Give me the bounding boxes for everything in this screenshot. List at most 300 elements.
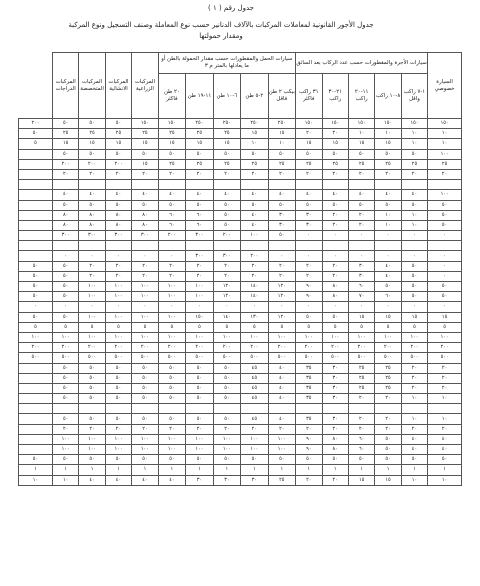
table-cell [79,180,105,190]
table-cell: ٥٠ [105,149,131,159]
table-cell: ٤٠ [375,271,401,281]
table-cell: ٦٠ [158,220,186,230]
header-private-car: السيارة خصوصي [428,53,462,119]
table-cell: ٥٠٠ [348,353,374,363]
table-cell: ١ [186,465,213,475]
table-cell: ٠ [296,251,322,261]
header-cargo-col: ٢-٥ طن [241,74,268,119]
table-cell: ٤٠ [268,373,295,383]
table-cell [52,404,78,414]
table-row [19,139,462,149]
table-cell: ٥٠ [132,414,158,424]
table-cell: ٥٠٠ [296,353,322,363]
table-cell: ٥٠ [186,414,213,424]
table-cell: ٥٠ [401,282,427,292]
table-cell: ٤٠ [79,190,105,200]
table-cell: ٥٠ [132,149,158,159]
table-cell: ٥٠ [79,394,105,404]
table-cell: ٥٠ [268,455,295,465]
table-cell: ٢٥ [213,159,240,169]
table-cell: ١٢٠ [268,312,295,322]
table-cell: ١٥ [268,129,295,139]
table-cell: ٣٠ [322,383,348,393]
table-cell: ٢٠٠ [268,343,295,353]
table-cell: ٥٠٠ [375,353,401,363]
table-cell: ١٠٠ [79,445,105,455]
table-cell [105,404,131,414]
table-cell: ٥٠ [428,292,462,302]
table-cell: ٢٠٠ [241,251,268,261]
table-cell: ٢٠ [186,169,213,179]
table-cell [19,159,53,169]
table-cell: ٥ [241,322,268,332]
table-cell: ٢٠ [241,271,268,281]
table-cell: ٥٠ [348,455,374,465]
table-cell: ٠ [322,231,348,241]
table-cell: ٢٠ [296,271,322,281]
table-cell: ٣٠ [322,394,348,404]
table-cell: ٢٥ [375,383,401,393]
table-cell: ٥٠ [19,261,53,271]
table-cell [19,424,53,434]
table-cell: ٣٠٠ [186,231,213,241]
table-cell: ٤٠ [241,210,268,220]
table-row [19,292,462,302]
table-cell: ٨٠ [105,210,131,220]
table-cell: ٥٠ [213,414,240,424]
table-cell: ١٠٠ [79,292,105,302]
table-cell: ٥٠ [428,282,462,292]
table-cell: ٠ [213,302,240,312]
table-cell: ٠ [105,302,131,312]
table-cell [19,231,53,241]
table-cell: ٢٠٠ [52,343,78,353]
table-cell: ٢٠ [348,394,374,404]
table-cell: ٢٠ [428,383,462,393]
table-cell: ٢٠ [186,261,213,271]
table-cell: ١٠٠ [132,434,158,444]
table-cell [296,404,322,414]
table-cell: ٣٠٠ [105,231,131,241]
table-cell: ٤٠ [158,475,186,485]
table-cell: ٢٠ [213,261,240,271]
table-cell: ٢٠ [296,261,322,271]
table-cell: ٢٠ [375,394,401,404]
table-cell: ٥٠٠ [213,353,240,363]
table-cell: ٠ [268,251,295,261]
table-cell: ٤٥ [241,363,268,373]
table-cell: ٦٠ [186,210,213,220]
table-cell: ٠ [52,251,78,261]
table-cell [428,180,462,190]
table-cell: ١٠٠ [132,312,158,322]
table-cell: ١٠٠ [105,332,131,342]
table-cell: ٥٠ [241,200,268,210]
table-cell [322,241,348,251]
table-cell: ٥ [19,139,53,149]
table-cell: ٢٠ [79,424,105,434]
table-cell: ٠ [348,251,374,261]
table-cell: ٥٠ [52,119,78,129]
table-cell: ٢٠ [296,475,322,485]
table-cell: ٣٠ [322,414,348,424]
table-cell: ٥٠ [241,149,268,159]
table-cell: ١٥٠ [375,119,401,129]
table-cell: ٥٠٠ [52,353,78,363]
table-cell: ٢٠ [268,424,295,434]
table-cell: ١٥ [348,312,374,322]
table-cell: ٣٠ [322,373,348,383]
table-cell: ١٠٠ [241,231,268,241]
table-cell: ٥٠ [296,455,322,465]
table-cell: ٥٠ [322,312,348,322]
table-cell: ٤٠ [268,190,295,200]
table-cell: ٦٠ [375,292,401,302]
table-cell: ٥٠ [213,210,240,220]
table-cell: ١٠٠ [79,332,105,342]
table-cell: ٧٠ [348,292,374,302]
table-cell: ٤٠ [158,190,186,200]
table-cell: ٥٠ [213,220,240,230]
table-cell: ٢٠ [132,424,158,434]
table-cell: ١ [105,465,131,475]
table-cell: ١٠ [428,414,462,424]
table-cell [213,180,240,190]
table-cell: ١٥٠ [348,119,374,129]
table-cell: ٢٠ [105,261,131,271]
table-cell: ١٠ [428,475,462,485]
table-cell: ٩٠ [296,434,322,444]
table-cell: ٥٠ [186,394,213,404]
table-row [19,434,462,444]
table-row [19,373,462,383]
table-cell: ٢٠٠ [428,343,462,353]
table-cell: ١٠٠ [52,434,78,444]
table-cell: ٥٠ [401,149,427,159]
table-cell: ٢٠ [241,424,268,434]
table-cell: ٥٠ [375,434,401,444]
table-cell: ٥٠ [132,373,158,383]
table-cell: ١٠٠ [322,332,348,342]
table-cell [401,180,427,190]
table-cell [19,169,53,179]
table-cell: ٦٠ [186,220,213,230]
table-cell [79,241,105,251]
table-cell: ٢٥ [132,129,158,139]
table-cell: ٠ [401,302,427,312]
table-cell: ٢٥ [105,129,131,139]
table-cell: ٥٠ [52,455,78,465]
table-cell: ٣٥ [296,373,322,383]
table-row [19,159,462,169]
table-cell: ٣٠ [322,363,348,373]
table-cell: ٥٠ [79,455,105,465]
table-cell: ٢٠ [52,424,78,434]
table-row [19,220,462,230]
table-cell: ٠ [322,302,348,312]
table-cell [158,404,186,414]
table-cell: ٦٠ [348,282,374,292]
table-cell: ٥ [213,322,240,332]
table-cell: ٨٠ [322,434,348,444]
table-cell: ٢٥ [348,363,374,373]
table-cell: ٤٠ [241,190,268,200]
table-cell [348,241,374,251]
table-row [19,271,462,281]
table-cell: ٩٠ [296,445,322,455]
table-cell: ٨٠ [105,220,131,230]
table-cell: ٥٠ [19,455,53,465]
table-cell [132,404,158,414]
table-cell: ٨٠ [79,210,105,220]
table-row [19,404,462,414]
table-cell [158,241,186,251]
table-cell: ٢٠ [241,169,268,179]
table-cell: ٢٠ [348,220,374,230]
table-cell: ٣٥ [296,363,322,373]
table-row [19,383,462,393]
table-cell: ١٥٠ [186,312,213,322]
table-row [19,445,462,455]
table-cell: ٢٥ [213,129,240,139]
table-cell: ٢٠ [132,271,158,281]
table-cell [186,404,213,414]
table-cell: ١٠٠ [428,149,462,159]
table-cell: ٥٠ [105,363,131,373]
table-cell: ٠ [375,231,401,241]
table-cell: ٢٠ [375,424,401,434]
table-cell: ٥٠ [428,455,462,465]
table-cell: ٥٠ [52,271,78,281]
table-cell: ٢٠ [241,261,268,271]
table-cell: ٥٠ [19,312,53,322]
table-cell [428,404,462,414]
table-cell: ١٢٠ [268,292,295,302]
table-cell: ٥٠٠ [79,353,105,363]
table-cell: ٢٠ [132,261,158,271]
table-cell: ١٥٠ [296,119,322,129]
table-cell: ٢٥ [52,129,78,139]
table-cell [375,404,401,414]
table-cell: ٥٠ [52,149,78,159]
table-cell: ١٢٠ [213,292,240,302]
table-cell [213,404,240,414]
table-cell [19,414,53,424]
table-cell: ٠ [428,231,462,241]
table-cell: ١٠٠ [105,312,131,322]
table-cell: ٠ [158,302,186,312]
table-cell: ١٤٠ [241,282,268,292]
table-cell: ٥٠ [213,455,240,465]
table-cell [241,241,268,251]
table-cell: ٢٥ [268,475,295,485]
table-cell [19,251,53,261]
table-cell: ٤٠ [132,475,158,485]
table-row [19,169,462,179]
table-cell [375,180,401,190]
table-cell: ٥٠٠ [105,353,131,363]
table-cell: ٠ [322,251,348,261]
table-cell: ٥٠٠ [132,353,158,363]
table-cell: ٢٠ [322,424,348,434]
table-cell [19,241,53,251]
table-cell: ١٠٠ [186,292,213,302]
table-cell: ٣٠ [296,220,322,230]
table-cell: ٢٠٠ [158,231,186,241]
table-cell: ٨٠ [132,220,158,230]
table-cell [401,404,427,414]
table-cell: ٤٠ [132,190,158,200]
table-cell: ٢٠ [401,169,427,179]
table-cell [19,383,53,393]
table-cell: ٤٠ [52,190,78,200]
table-cell: ١٠٠ [52,332,78,342]
table-cell: ١٠٠ [105,282,131,292]
table-cell: ٤٥ [241,394,268,404]
table-cell: ١٥٠ [322,119,348,129]
table-cell: ٥٠٠ [19,353,53,363]
table-cell: ١٠٠ [79,312,105,322]
table-cell [19,149,53,159]
table-cell: ٠ [348,302,374,312]
table-cell: ١٥ [348,139,374,149]
table-cell: ٦٠ [158,210,186,220]
table-cell: ٥٠ [19,271,53,281]
table-cell: ١٥ [158,139,186,149]
table-cell: ١٥ [132,139,158,149]
table-cell [186,180,213,190]
table-cell [268,180,295,190]
table-cell: ٢٠ [105,169,131,179]
table-cell: ١٠٠ [186,434,213,444]
table-cell: ٤٠ [296,190,322,200]
table-cell: ٥٠ [186,149,213,159]
table-body [19,119,462,486]
table-cell: ٠ [19,302,53,312]
table-cell: ٢٠ [322,220,348,230]
header-passenger-group: سيارات الأجرة والمقطورات حسب عدد الركاب بعد السائق [296,53,428,74]
table-cell: ٥٠ [213,383,240,393]
table-cell [132,241,158,251]
table-cell: ١٣٠ [241,312,268,322]
table-cell: ١٠٠ [105,445,131,455]
table-row [19,282,462,292]
table-cell: ٠ [79,251,105,261]
table-cell: ١٠٠ [79,282,105,292]
table-cell: ١ [375,465,401,475]
table-cell: ٢٥ [375,373,401,383]
table-cell: ٢٠٠ [375,343,401,353]
table-cell: ٥٠ [52,383,78,393]
table-cell: ٥٠ [52,373,78,383]
table-cell: ١٢٠ [268,282,295,292]
table-cell: ٥٠ [158,394,186,404]
table-cell: ٢٠ [296,424,322,434]
table-cell: ١٠ [428,139,462,149]
table-cell: ٥٠ [52,414,78,424]
table-row [19,363,462,373]
table-cell: ١٥ [296,139,322,149]
table-cell [19,394,53,404]
table-cell: ٥٠ [401,292,427,302]
table-cell: ٢٠ [268,271,295,281]
table-cell: ٢٠ [322,271,348,281]
table-row [19,343,462,353]
table-row [19,322,462,332]
table-cell: ٢٠٠ [79,159,105,169]
table-cell: ١٥٠ [428,119,462,129]
table-cell: ٢٠٠ [186,343,213,353]
table-cell: ٢٠ [132,169,158,179]
table-cell: ٥ [348,322,374,332]
table-cell: ٥٠ [296,200,322,210]
table-cell: ٣٥ [296,383,322,393]
table-cell: ١٥ [401,312,427,322]
table-cell: ٠ [401,231,427,241]
table-cell: ٥٠ [79,414,105,424]
table-cell: ٢٠ [158,261,186,271]
table-cell: ١٥ [241,129,268,139]
table-cell: ٥٠ [241,455,268,465]
table-row [19,119,462,129]
table-cell: ٢٠٠ [401,343,427,353]
table-row [19,475,462,485]
table-cell: ٨٠ [322,282,348,292]
table-cell: ٥٠ [428,200,462,210]
table-cell: ٢٠ [428,373,462,383]
table-cell: ٥٠٠ [268,353,295,363]
table-cell: ٤٠ [401,190,427,200]
table-cell: ١٠٠ [268,434,295,444]
table-title: جدول الأجور القانونية لمعاملات المركبات بالآلاف الدنانير حسب نوع المعاملة وصنف التسجيل ونوع المركبة ومقدار حمولتها [68,21,374,40]
table-cell: ٢٠ [348,169,374,179]
header-passenger-col: ١-٧ راكب واقل [401,74,427,119]
table-cell: ٢٠ [52,169,78,179]
table-cell: ٥٠ [79,149,105,159]
table-cell: ٤٠ [268,383,295,393]
table-cell: ١٠٠ [213,445,240,455]
table-cell: ٢٠ [158,169,186,179]
table-cell: ٤٠ [105,475,131,485]
table-cell [19,210,53,220]
table-cell: ٥٠ [213,363,240,373]
header-passenger-col: ٨-١٠ راكب [375,74,401,119]
table-cell: ٥ [19,322,53,332]
table-cell: ١٠٠ [52,445,78,455]
table-cell: ٤٠ [401,445,427,455]
table-cell: ١٠٠ [348,332,374,342]
table-cell [19,445,53,455]
table-cell: ٥٠ [158,414,186,424]
table-cell: ٢٥ [79,129,105,139]
table-cell: ٥٠ [79,200,105,210]
table-cell: ٠ [428,302,462,312]
table-cell: ٢٥٠ [213,119,240,129]
table-cell: ٨٠ [322,292,348,302]
table-cell: ١٠٠ [132,292,158,302]
table-cell: ١٥ [375,312,401,322]
table-cell: ٠ [132,302,158,312]
table-cell: ٥٠ [213,373,240,383]
table-cell: ٢٠ [375,414,401,424]
table-cell: ٢٠٠ [19,119,53,129]
header-cargo-group: سيارات الحمل والمقطورات حسب مقدار الحمولة بالطن أو ما يعادلها بالمتر م ٣ [158,53,295,74]
header-cargo-col: بيكب ٢ طن فاقل [268,74,295,119]
table-cell: ٥٠ [322,455,348,465]
table-cell: ٥٠ [19,292,53,302]
table-cell: ٤٠ [79,475,105,485]
table-cell: ٢٥ [401,159,427,169]
